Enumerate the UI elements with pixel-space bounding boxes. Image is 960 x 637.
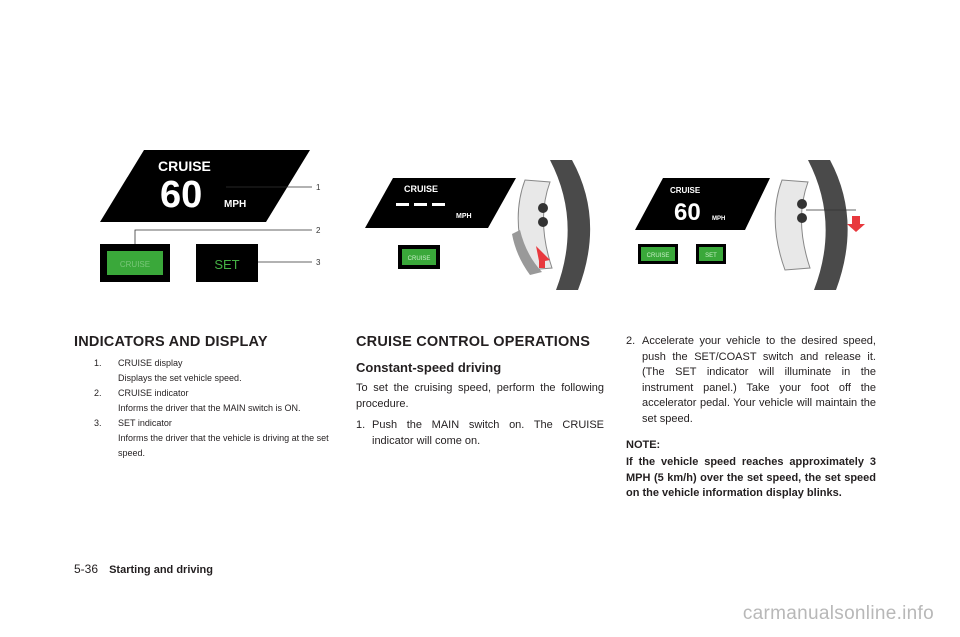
callout-number-1: 1 [316,183,321,192]
step-number: 2. [626,335,636,347]
steering-wheel-rim [808,160,848,290]
indicators-section [74,334,336,461]
step-text: Push the MAIN switch on. The CRUISE indicator will come on. [372,419,604,447]
steering-wheel-spoke [775,180,810,270]
figure-cruise-display-callouts [90,140,340,305]
cruise-display-panel [635,178,770,230]
figure-set-switch [630,160,880,290]
set-indicator-label: SET [705,253,717,259]
cruise-indicator-label: CRUISE [407,256,431,262]
list-item-title: CRUISE indicator [118,388,189,398]
list-item [74,416,336,461]
cruise-indicator-label: CRUISE [646,253,670,259]
note-label: NOTE: [626,439,661,451]
step-text: Accelerate your vehicle to the desired speed, push the SET/COAST switch and release it. (The SET indicator will illuminate in the instrument panel.) Take your foot off the accelerator pedal. Your vehicle will maintain the set speed. [642,335,876,425]
list-item [626,334,876,427]
callout-line-2 [135,230,312,245]
speed-dash-2 [414,203,427,206]
section-heading: INDICATORS AND DISPLAY [74,334,268,350]
list-item-desc: Displays the set vehicle speed. [118,373,242,383]
list-item-number: 1. [94,358,102,368]
step-list [626,334,876,427]
list-item [356,418,604,449]
list-item-desc: Informs the driver that the MAIN switch is ON. [118,403,301,413]
callout-number-3: 3 [316,258,321,267]
switch-button-icon [538,217,548,227]
list-item [74,356,336,386]
note-text: If the vehicle speed reaches approximately 3 MPH (5 km/h) over the set speed, the set speed on the vehicle information display blinks. [626,456,876,499]
indicator-list [74,356,336,461]
operations-continued [626,334,876,502]
list-item [74,386,336,416]
list-item-number: 2. [94,388,102,398]
steering-wheel-rim [550,160,590,290]
cruise-display-label: CRUISE [670,186,701,195]
cruise-display-label: CRUISE [404,184,439,194]
list-item-desc: Informs the driver that the vehicle is driving at the set speed. [118,433,329,458]
subsection-heading: Constant-speed driving [356,360,502,375]
switch-button-icon [538,203,548,213]
operations-section [356,334,604,449]
list-item-title: SET indicator [118,418,172,428]
step-number: 1. [356,419,366,431]
speed-dash-1 [396,203,409,206]
set-indicator-label: SET [214,257,240,272]
cruise-display-unit: MPH [456,213,472,220]
cruise-display-unit: MPH [712,216,726,222]
switch-button-icon [797,213,807,223]
cruise-display-label: CRUISE [158,158,211,174]
page-footer [74,562,213,576]
figure-main-switch [360,160,605,290]
list-item-number: 3. [94,418,102,428]
switch-button-icon [797,199,807,209]
cruise-display-speed: 60 [674,199,701,226]
section-name: Starting and driving [109,564,213,576]
cruise-display-unit: MPH [224,199,247,210]
cruise-display-speed: 60 [160,174,203,216]
step-list [356,418,604,449]
intro-text: To set the cruising speed, perform the following procedure. [356,382,604,410]
speed-dash-3 [432,203,445,206]
section-heading: CRUISE CONTROL OPERATIONS [356,334,591,350]
watermark: carmanualsonline.info [742,603,934,624]
page-number: 5-36 [74,562,99,576]
press-arrow-icon [847,216,865,232]
cruise-indicator-label: CRUISE [119,260,151,269]
list-item-title: CRUISE display [118,358,183,368]
callout-number-2: 2 [316,226,321,235]
